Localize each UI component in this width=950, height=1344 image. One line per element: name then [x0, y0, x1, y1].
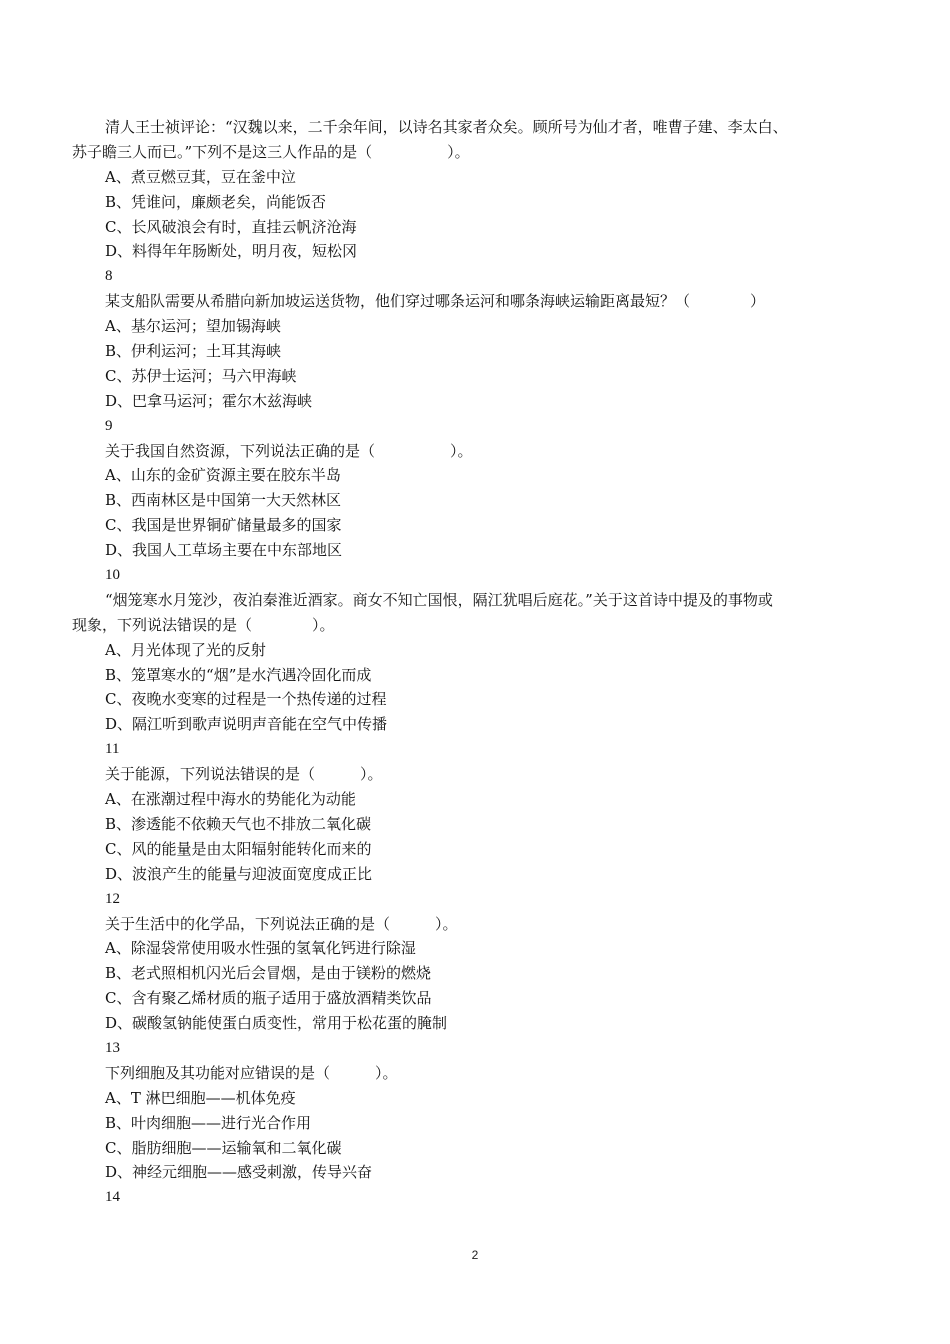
question-stem: 清人王士祯评论：“汉魏以来，二千余年间，以诗名其家者众矣。顾所号为仙才者，唯曹子建、李太白、 [105, 118, 788, 136]
question-stem-continued: 现象，下列说法错误的是（ ）。 [72, 615, 335, 634]
question-stem: “烟笼寒水月笼沙，夜泊秦淮近酒家。商女不知亡国恨，隔江犹唱后庭花。”关于这首诗中提及的事物或 [105, 590, 773, 609]
option-b: B、伊利运河；土耳其海峡 [105, 342, 282, 361]
question-number: 12 [105, 890, 120, 907]
question-list [72, 115, 892, 1210]
question-12 [102, 887, 892, 1036]
question-7 [72, 115, 892, 264]
option-a: A、月光体现了光的反射 [105, 640, 266, 659]
question-number: 11 [105, 741, 120, 758]
question-number: 9 [105, 417, 113, 434]
question-13 [102, 1036, 892, 1185]
option-b: B、西南林区是中国第一大天然林区 [105, 491, 342, 510]
question-9 [102, 414, 892, 563]
option-c: C、风的能量是由太阳辐射能转化而来的 [105, 839, 372, 858]
page-number: 2 [471, 1248, 479, 1262]
question-number: 8 [105, 268, 113, 285]
option-a: A、基尔运河；望加锡海峡 [105, 317, 281, 336]
option-b: B、笼罩寒水的“烟”是水汽遇冷固化而成 [105, 665, 372, 684]
question-11 [102, 737, 892, 886]
question-stem: 关于我国自然资源，下列说法正确的是（ ）。 [105, 441, 473, 460]
option-a: A、除湿袋常使用吸水性强的氢氧化钙进行除湿 [105, 939, 416, 958]
option-d: D、碳酸氢钠能使蛋白质变性，常用于松花蛋的腌制 [105, 1014, 448, 1033]
option-b: B、凭谁问，廉颇老矣，尚能饭否 [105, 192, 327, 211]
option-d: D、波浪产生的能量与迎波面宽度成正比 [105, 864, 373, 883]
option-c: C、苏伊士运河；马六甲海峡 [105, 366, 297, 385]
question-number: 14 [105, 1189, 120, 1206]
question-stem: 关于能源，下列说法错误的是（ ）。 [105, 765, 383, 784]
question-8 [102, 264, 892, 413]
option-d: D、料得年年肠断处，明月夜，短松冈 [105, 242, 358, 261]
option-d: D、隔江听到歌声说明声音能在空气中传播 [105, 715, 388, 734]
option-c: C、长风破浪会有时，直挂云帆济沧海 [105, 217, 357, 236]
option-d: D、巴拿马运河；霍尔木兹海峡 [105, 391, 313, 410]
option-d: D、我国人工草场主要在中东部地区 [105, 541, 343, 560]
question-stem: 下列细胞及其功能对应错误的是（ ）。 [105, 1063, 398, 1082]
option-b: B、渗透能不依赖天气也不排放二氧化碳 [105, 814, 372, 833]
option-c: C、夜晚水变寒的过程是一个热传递的过程 [105, 690, 387, 709]
option-c: C、脂肪细胞——运输氧和二氧化碳 [105, 1138, 342, 1157]
option-b: B、叶肉细胞——进行光合作用 [105, 1113, 312, 1132]
question-stem: 关于生活中的化学品，下列说法正确的是（ ）。 [105, 914, 458, 933]
option-c: C、我国是世界铜矿储量最多的国家 [105, 516, 342, 535]
question-stem-continued: 苏子瞻三人而已。”下列不是这三人作品的是（ ）。 [72, 142, 470, 161]
option-d: D、神经元细胞——感受刺激，传导兴奋 [105, 1163, 373, 1182]
option-b: B、老式照相机闪光后会冒烟，是由于镁粉的燃烧 [105, 964, 432, 983]
option-a: A、T 淋巴细胞——机体免疫 [105, 1088, 296, 1107]
question-stem: 某支船队需要从希腊向新加坡运送货物，他们穿过哪条运河和哪条海峡运输距离最短？（ ） [105, 292, 766, 311]
option-c: C、含有聚乙烯材质的瓶子适用于盛放酒精类饮品 [105, 989, 432, 1008]
option-a: A、山东的金矿资源主要在胶东半岛 [105, 466, 341, 485]
question-10 [72, 563, 892, 737]
option-a: A、煮豆燃豆萁，豆在釜中泣 [105, 167, 296, 186]
question-number: 10 [105, 567, 120, 584]
question-14 [102, 1185, 892, 1210]
option-a: A、在涨潮过程中海水的势能化为动能 [105, 790, 356, 809]
question-number: 13 [105, 1039, 120, 1056]
